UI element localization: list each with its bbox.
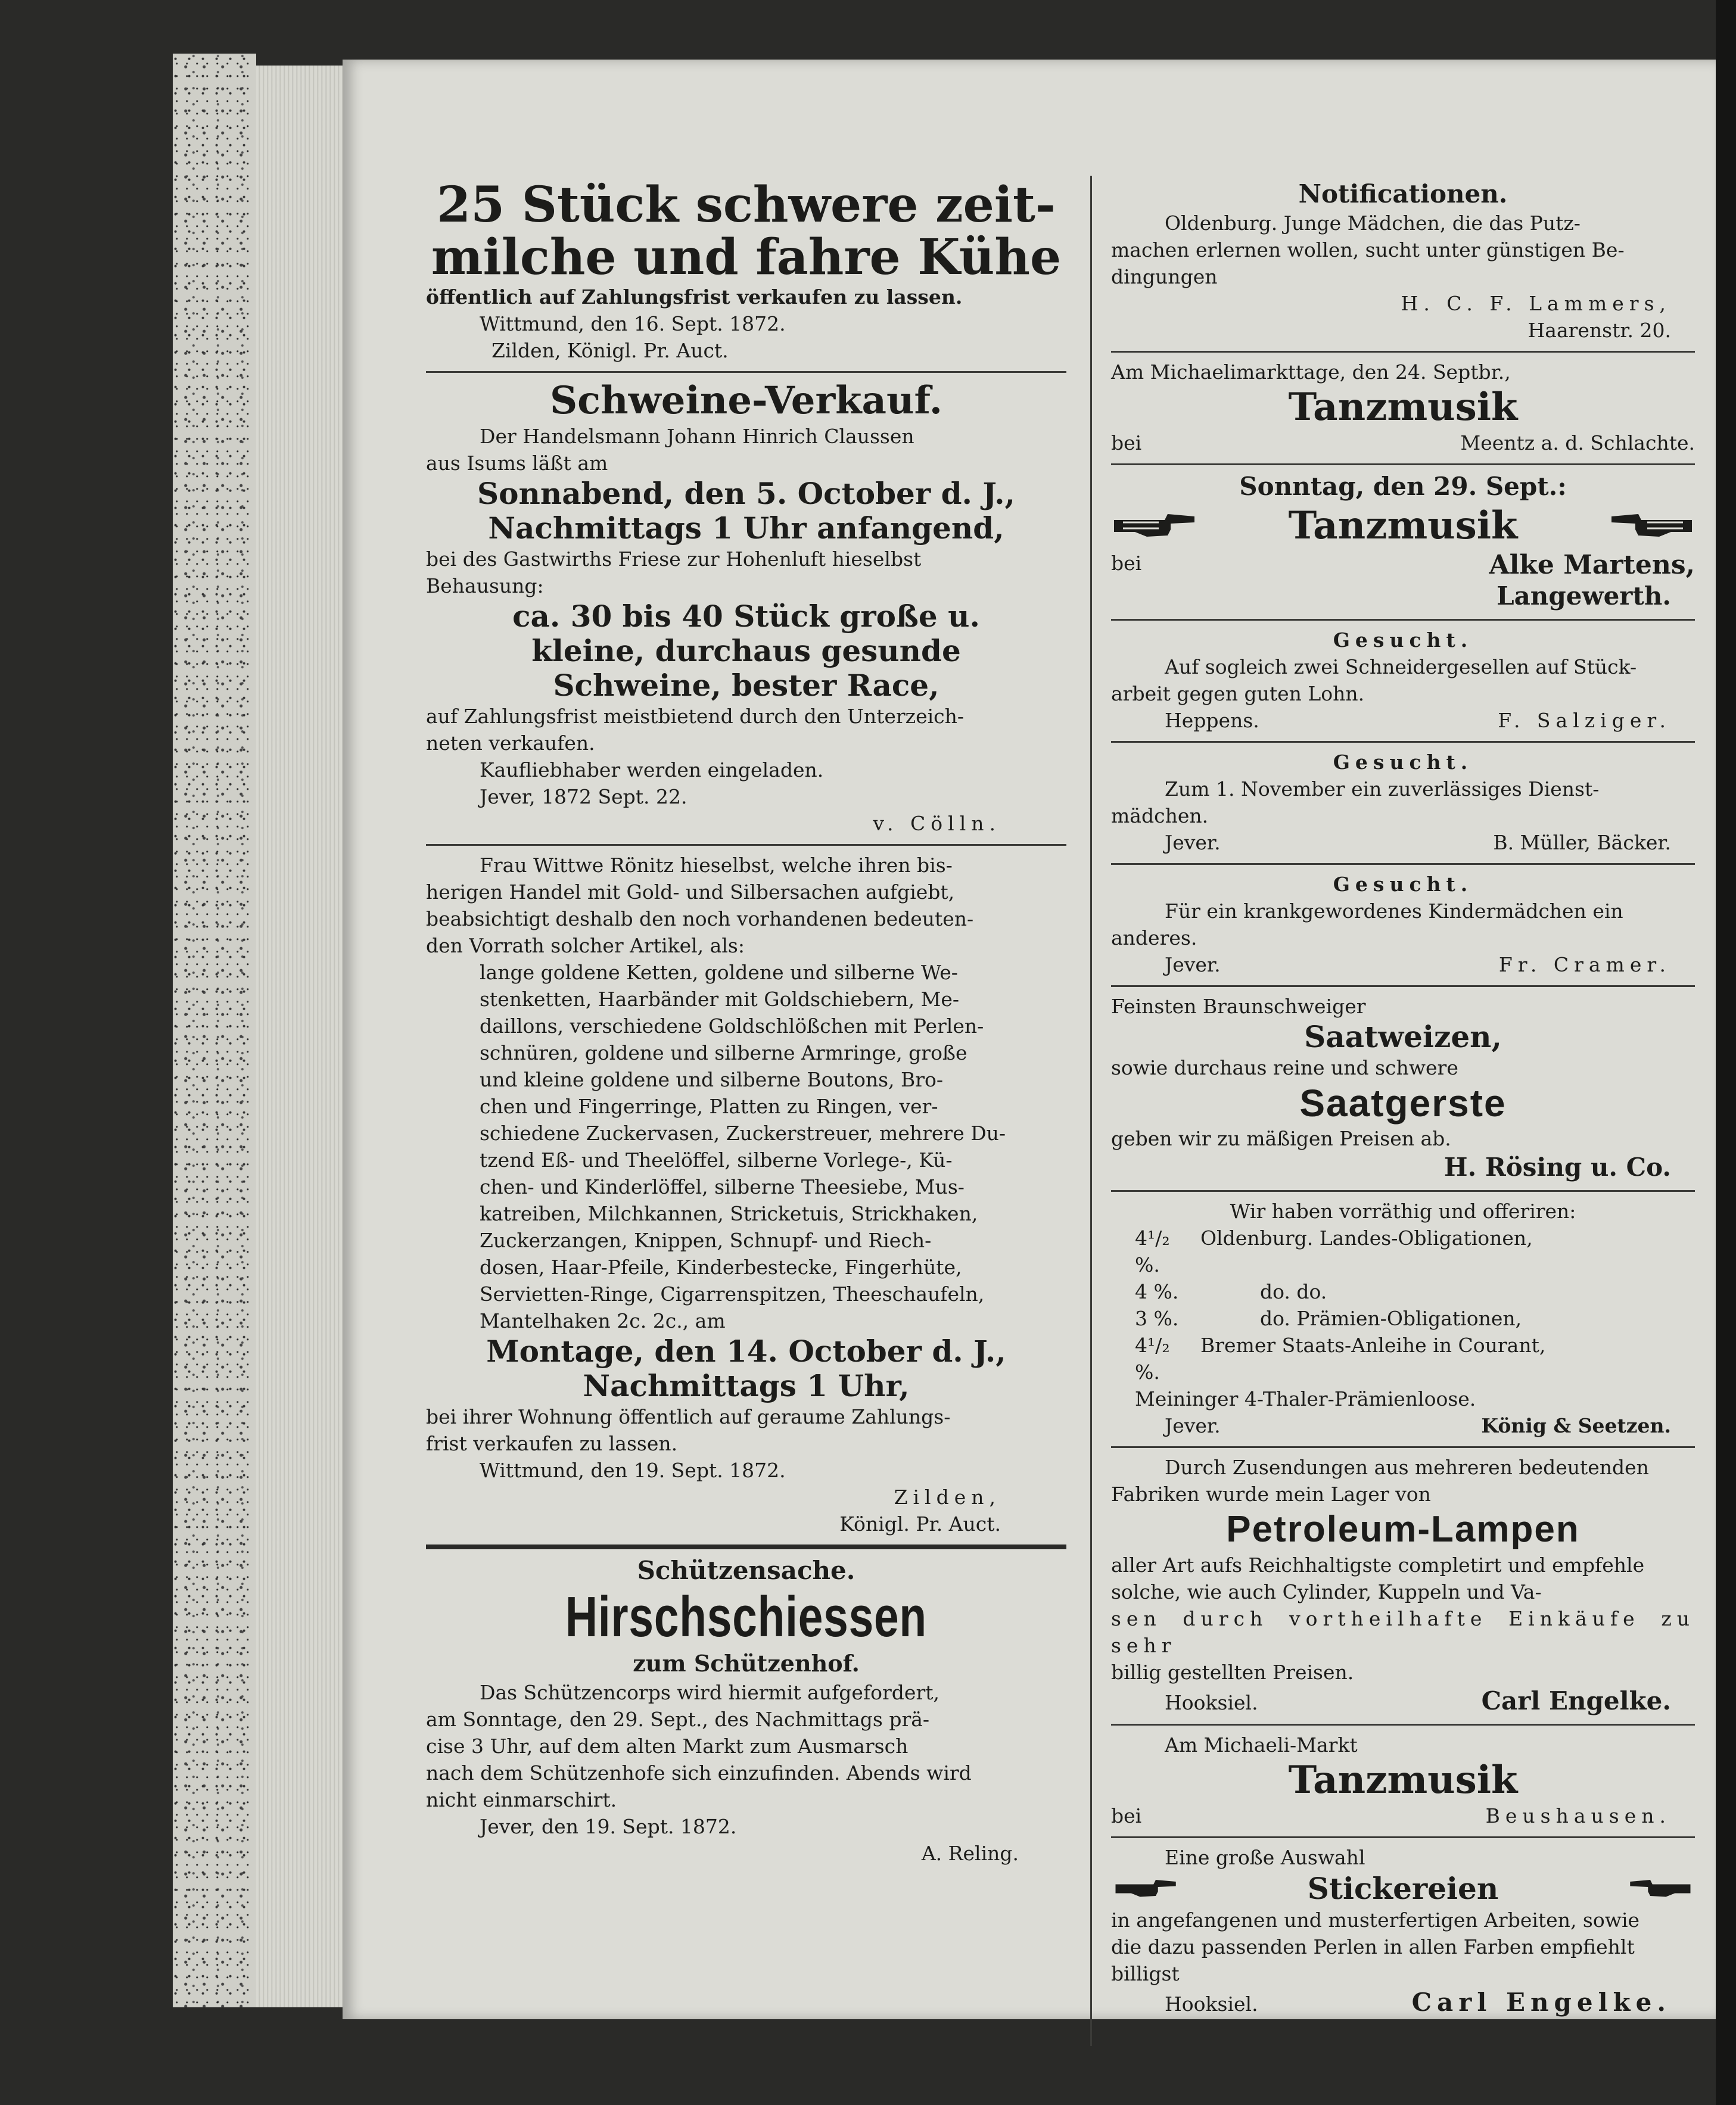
dance1-line-1: Am Michaelimarkttage, den 24. Septbr.,: [1111, 360, 1511, 384]
wanted3-line-2: anderes.: [1111, 926, 1197, 949]
left-column: [426, 173, 1066, 1874]
embroidery-line-3: die dazu passenden Perlen in allen Farben empfiehlt: [1111, 1935, 1635, 1958]
dance2-headline: Tanzmusik: [1288, 503, 1518, 548]
wanted3-line-1: Für ein krankgewordenes Kindermädchen ein: [1165, 899, 1623, 923]
bonds-name: Bremer Staats-Anleihe in Courant,: [1200, 1334, 1546, 1357]
pigs-line-3: bei des Gastwirths Friese zur Hohenluft hieselbst: [426, 547, 922, 571]
pigs-line-1: Der Handelsmann Johann Hinrich Claussen: [480, 425, 914, 448]
embroidery-place: Hooksiel.: [1165, 1992, 1258, 2016]
dance3-venue-row: [1111, 1802, 1695, 1829]
lamps-line-4: solche, wie auch Cylinder, Kuppeln und Va-: [1111, 1580, 1542, 1603]
book-edge-marbled: [173, 54, 256, 2007]
dance3-headline: Tanzmusik: [1288, 1758, 1518, 1802]
jewelry-item: chen- und Kinderlöffel, silberne Theesiebe, Mus-: [480, 1175, 965, 1198]
pigs-offer-2: kleine, durchaus gesunde: [531, 633, 961, 668]
notif-signature: H. C. F. Lammers,: [1401, 292, 1671, 315]
bonds-row: [1111, 1332, 1695, 1385]
bonds-rate: 4 %.: [1135, 1280, 1179, 1303]
ad-notifications: [1111, 173, 1695, 353]
bonds-row: [1111, 1278, 1695, 1305]
shooting-title: Schützensache.: [637, 1556, 855, 1585]
wanted2-signature-row: [1111, 829, 1695, 856]
lamps-line-6: billig gestellten Preisen.: [1111, 1661, 1354, 1684]
bonds-name: do. do.: [1260, 1280, 1327, 1303]
bonds-signature-row: [1111, 1412, 1695, 1439]
shooting-subtitle: zum Schützenhof.: [633, 1650, 860, 1677]
shooting-line-4: nach dem Schützenhofe sich einzufinden. Abends wird: [426, 1761, 972, 1785]
pointing-hand-right-icon: [1111, 502, 1200, 550]
bonds-row: [1111, 1305, 1695, 1332]
shooting-date: Jever, den 19. Sept. 1872.: [480, 1815, 737, 1838]
bonds-rate: 4¹/₂ %.: [1135, 1334, 1170, 1384]
wanted3-signature-row: [1111, 951, 1695, 978]
jewelry-signature-1: Zilden,: [894, 1486, 1001, 1509]
jewelry-item: Mantelhaken 2c. 2c., am: [480, 1309, 726, 1332]
pigs-offer-1: ca. 30 bis 40 Stück große u.: [512, 599, 980, 634]
seeds-line-3: geben wir zu mäßigen Preisen ab.: [1111, 1127, 1451, 1150]
dance2-bei: bei: [1111, 552, 1142, 575]
lamps-place: Hooksiel.: [1165, 1691, 1258, 1714]
dance2-place: Langewerth.: [1497, 581, 1671, 611]
dance3-bei: bei: [1111, 1804, 1142, 1827]
cows-headline-1: 25 Stück schwere zeit-: [437, 176, 1056, 233]
pigs-line-6: neten verkaufen.: [426, 731, 595, 755]
wanted1-place: Heppens.: [1165, 709, 1259, 732]
shooting-line-3: cise 3 Uhr, auf dem alten Markt zum Ausmarsch: [426, 1735, 909, 1758]
jewelry-item: schnüren, goldene und silberne Armringe, große: [480, 1041, 967, 1064]
seeds-line-2: sowie durchaus reine und schwere: [1111, 1056, 1458, 1079]
bonds-row: [1111, 1225, 1695, 1278]
wanted1-title: Gesucht.: [1333, 628, 1473, 652]
seeds-signature: H. Rösing u. Co.: [1443, 1153, 1671, 1182]
embroidery-headline-row: [1111, 1871, 1695, 1907]
notif-line-3: dingungen: [1111, 265, 1218, 288]
ad-dance-2: [1111, 465, 1695, 621]
cows-signature: Zilden, Königl. Pr. Auct.: [491, 339, 729, 362]
pigs-offer-3: Schweine, bester Race,: [553, 668, 939, 703]
dark-background: [1716, 0, 1736, 2105]
jewelry-item: chen und Fingerringe, Platten zu Ringen, ver-: [480, 1095, 938, 1118]
dance1-bei: bei: [1111, 431, 1142, 454]
jewelry-item: schiedene Zuckervasen, Zuckerstreuer, mehrere Du-: [480, 1122, 1006, 1145]
ad-jewelry: [426, 846, 1066, 1549]
lamps-line-3: aller Art aufs Reichhaltigste completirt und empfehle: [1111, 1553, 1645, 1577]
embroidery-headline: Stickereien: [1307, 1871, 1499, 1906]
jewelry-item: tzend Eß- und Theelöffel, silberne Vorlege-, Kü-: [480, 1148, 953, 1172]
wanted2-title: Gesucht.: [1333, 751, 1473, 774]
wanted2-signature: B. Müller, Bäcker.: [1493, 831, 1671, 854]
pigs-title: Schweine-Verkauf.: [549, 378, 943, 423]
jewelry-item: daillons, verschiedene Goldschlößchen mit Perlen-: [480, 1014, 984, 1038]
wanted3-title: Gesucht.: [1333, 873, 1473, 896]
dance2-venue-row: [1111, 550, 1695, 581]
lamps-signature: Carl Engelke.: [1481, 1686, 1671, 1715]
lamps-headline: Petroleum-Lampen: [1226, 1509, 1580, 1550]
bonds-line-1: Wir haben vorräthig und offeriren:: [1230, 1200, 1576, 1223]
jewelry-line-6: frist verkaufen zu lassen.: [426, 1432, 678, 1455]
seeds-headline-1: Saatweizen,: [1304, 1019, 1502, 1054]
ad-seeds: [1111, 987, 1695, 1192]
jewelry-date: Wittmund, den 19. Sept. 1872.: [480, 1459, 786, 1482]
ad-embroidery: [1111, 1838, 1695, 2025]
dance2-host: Alke Martens,: [1489, 550, 1695, 580]
wanted1-signature-row: [1111, 707, 1695, 734]
jewelry-item: und kleine goldene und silberne Boutons, Bro-: [480, 1068, 944, 1091]
ad-pigs: [426, 373, 1066, 846]
column-divider: [1090, 176, 1092, 2046]
pointing-hand-right-icon: [1111, 1871, 1183, 1907]
page-stack-edge: [256, 66, 346, 2007]
dance1-venue: Meentz a. d. Schlachte.: [1460, 431, 1695, 454]
bonds-place: Jever.: [1165, 1414, 1221, 1437]
ad-dance-1: [1111, 353, 1695, 465]
dance2-headline-row: [1111, 502, 1695, 550]
cows-date: Wittmund, den 16. Sept. 1872.: [480, 312, 786, 335]
jewelry-line-2: herigen Handel mit Gold- und Silbersachen aufgiebt,: [426, 880, 955, 904]
ad-lamps: [1111, 1448, 1695, 1726]
lamps-line-5: sen durch vortheilhafte Einkäufe zu sehr: [1111, 1607, 1695, 1657]
embroidery-signature-row: [1111, 1987, 1695, 2018]
shooting-line-5: nicht einmarschirt.: [426, 1788, 617, 1811]
jewelry-time-big: Nachmittags 1 Uhr,: [583, 1368, 910, 1403]
cows-headline-2: milche und fahre Kühe: [431, 229, 1062, 286]
wanted1-line-2: arbeit gegen guten Lohn.: [1111, 682, 1365, 705]
notif-line-2: machen erlernen wollen, sucht unter günstigen Be-: [1111, 238, 1625, 261]
pigs-time-big: Nachmittags 1 Uhr anfangend,: [488, 510, 1004, 546]
lamps-line-2: Fabriken wurde mein Lager von: [1111, 1483, 1431, 1506]
jewelry-item: Zuckerzangen, Knippen, Schnupf- und Riech-: [480, 1229, 932, 1252]
dance1-headline: Tanzmusik: [1288, 385, 1518, 429]
ad-shooting: [426, 1549, 1066, 1874]
wanted3-place: Jever.: [1165, 953, 1221, 976]
jewelry-item: Servietten-Ringe, Cigarrenspitzen, Theeschaufeln,: [480, 1282, 985, 1306]
jewelry-date-big: Montage, den 14. October d. J.,: [486, 1334, 1006, 1369]
dance3-line-1: Am Michaeli-Markt: [1165, 1733, 1358, 1757]
notif-address: Haarenstr. 20.: [1527, 319, 1671, 342]
embroidery-line-4: billigst: [1111, 1962, 1180, 1985]
ad-wanted-3: [1111, 865, 1695, 987]
pigs-date: Jever, 1872 Sept. 22.: [480, 785, 687, 808]
shooting-headline: Hirschschiessen: [565, 1585, 927, 1649]
dance2-date: Sonntag, den 29. Sept.:: [1239, 472, 1567, 501]
wanted1-signature: F. Salziger.: [1498, 709, 1671, 732]
wanted3-signature: Fr. Cramer.: [1498, 953, 1671, 976]
seeds-line-1: Feinsten Braunschweiger: [1111, 995, 1366, 1018]
shooting-line-1: Das Schützencorps wird hiermit aufgefordert,: [480, 1681, 939, 1704]
ad-cows: [426, 173, 1066, 373]
ad-wanted-1: [1111, 621, 1695, 743]
embroidery-line-2: in angefangenen und musterfertigen Arbeiten, sowie: [1111, 1908, 1640, 1932]
bonds-signature: König & Seetzen.: [1481, 1414, 1671, 1437]
dance3-host: Beushausen.: [1485, 1804, 1671, 1827]
lamps-line-1: Durch Zusendungen aus mehreren bedeutenden: [1165, 1456, 1649, 1479]
notif-line-1: Oldenburg. Junge Mädchen, die das Putz-: [1165, 211, 1581, 235]
jewelry-line-4: den Vorrath solcher Artikel, als:: [426, 934, 745, 957]
wanted2-line-2: mädchen.: [1111, 804, 1209, 827]
shooting-line-2: am Sonntage, den 29. Sept., des Nachmittags prä-: [426, 1708, 930, 1731]
jewelry-line-5: bei ihrer Wohnung öffentlich auf geraume Zahlungs-: [426, 1405, 951, 1428]
wanted1-line-1: Auf sogleich zwei Schneidergesellen auf Stück-: [1165, 655, 1637, 678]
pigs-line-5: auf Zahlungsfrist meistbietend durch den Unterzeich-: [426, 705, 965, 728]
lamps-signature-row: [1111, 1686, 1695, 1717]
ad-dance-3: [1111, 1726, 1695, 1838]
bonds-line-2: Meininger 4-Thaler-Prämienloose.: [1135, 1387, 1476, 1410]
newspaper-page: [343, 60, 1716, 2019]
ad-bonds: [1111, 1192, 1695, 1448]
jewelry-item: lange goldene Ketten, goldene und silberne We-: [480, 961, 958, 984]
bonds-rate: 3 %.: [1135, 1307, 1179, 1330]
jewelry-signature-2: Königl. Pr. Auct.: [839, 1512, 1001, 1536]
jewelry-item: stenketten, Haarbänder mit Goldschiebern, Me-: [480, 988, 960, 1011]
jewelry-item: dosen, Haar-Pfeile, Kinderbestecke, Fingerhüte,: [480, 1256, 962, 1279]
notif-title: Notificationen.: [1298, 179, 1508, 208]
bonds-rate: 4¹/₂ %.: [1135, 1226, 1170, 1276]
jewelry-item: katreiben, Milchkannen, Stricketuis, Strickhaken,: [480, 1202, 978, 1225]
pigs-line-4: Behausung:: [426, 574, 544, 597]
pigs-date-big: Sonnabend, den 5. October d. J.,: [477, 476, 1015, 511]
dance1-venue-row: [1111, 429, 1695, 456]
jewelry-line-1: Frau Wittwe Rönitz hieselbst, welche ihren bis-: [480, 854, 953, 877]
seeds-headline-2: Saatgerste: [1299, 1082, 1507, 1125]
bonds-name: Oldenburg. Landes-Obligationen,: [1200, 1226, 1533, 1250]
pointing-hand-left-icon: [1623, 1871, 1695, 1907]
embroidery-line-1: Eine große Auswahl: [1165, 1846, 1365, 1869]
pigs-signature: v. Cölln.: [873, 812, 1001, 835]
pigs-line-7: Kaufliebhaber werden eingeladen.: [480, 758, 824, 781]
cows-line-1: öffentlich auf Zahlungsfrist verkaufen zu lassen.: [426, 285, 963, 309]
pointing-hand-left-icon: [1606, 502, 1695, 550]
jewelry-line-3: beabsichtigt deshalb den noch vorhandenen bedeuten-: [426, 907, 974, 930]
embroidery-signature: Carl Engelke.: [1411, 1988, 1671, 2017]
right-column: [1111, 173, 1695, 2025]
wanted2-place: Jever.: [1165, 831, 1221, 854]
pigs-line-2: aus Isums läßt am: [426, 451, 608, 475]
bonds-name: do. Prämien-Obligationen,: [1260, 1307, 1522, 1330]
wanted2-line-1: Zum 1. November ein zuverlässiges Dienst-: [1165, 777, 1600, 801]
shooting-signature: A. Reling.: [921, 1842, 1019, 1865]
ad-wanted-2: [1111, 743, 1695, 865]
